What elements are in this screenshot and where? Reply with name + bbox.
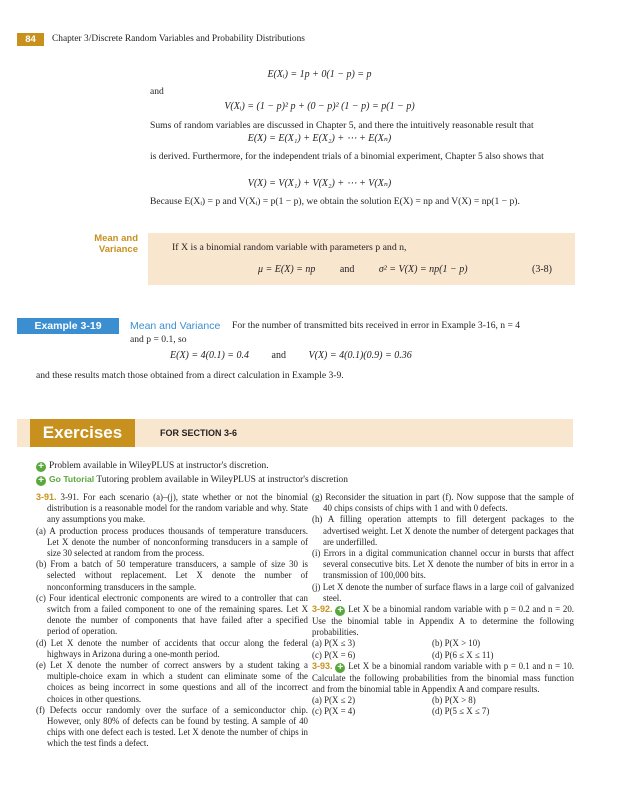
running-head: Chapter 3/Discrete Random Variables and Probability Distributions — [52, 34, 305, 44]
exercise-number: 3-91. — [36, 492, 57, 502]
exercise-part: (f) Defects occur randomly over the surface of a semiconductor chip. However, only 80% of defects can be found by testing. A sample of 40 chips with one defect each is tested. Let X denote the number of chips in which the test finds a defect. — [36, 704, 308, 749]
exercise-column-right — [312, 492, 574, 718]
exercise-3-91 — [36, 492, 308, 526]
page-number: 84 — [17, 33, 44, 46]
exercise-part: (c) P(X = 4) — [312, 706, 356, 717]
margin-label-variance: Variance — [98, 244, 138, 255]
exercise-number: 3-93. — [312, 660, 333, 671]
example-conclusion: and these results match those obtained from a direct calculation in Example 3-9. — [36, 370, 344, 381]
exercise-parts-row — [312, 638, 574, 649]
example-equation — [170, 350, 412, 361]
exercise-text: 3-91. For each scenario (a)–(j), state whether or not the binomial distribution is a reasonable model for the random variable and why. State any assumptions you make. — [47, 492, 308, 525]
exercise-text: Let X be a binomial random variable with p = 0.1 and n = 10. Calculate the following probabilities from the binomial mass function and from the binomial table in Appendix A and compare results. — [312, 660, 574, 695]
plus-icon: + — [36, 462, 46, 472]
exercise-text: Let X be a binomial random variable with p = 0.2 and n = 20. Use the binomial table in Appendix A to determine the following probabilities. — [312, 604, 574, 638]
exercise-column-left — [36, 492, 308, 750]
plus-icon: + — [335, 663, 345, 673]
exercise-part: (j) Let X denote the number of surface flaws in a large coil of galvanized steel. — [312, 581, 574, 603]
definition-equation — [258, 264, 468, 275]
sums-paragraph: Sums of random variables are discussed in Chapter 5, and there the intuitively reasonable result that — [150, 120, 534, 131]
equation-mu: μ = E(X) = np — [258, 264, 316, 275]
definition-box — [148, 233, 575, 285]
exercises-badge: Exercises — [30, 419, 135, 447]
go-tutorial-label: Go Tutorial — [49, 474, 95, 484]
exercise-part: (b) From a batch of 50 temperature transducers, a sample of size 30 is selected without replacement. Let X denote the number of nonconforming transducers in the sample. — [36, 559, 308, 592]
equation-and: and — [339, 264, 355, 275]
example-text-2: and p = 0.1, so — [130, 334, 187, 345]
exercises-section: FOR SECTION 3-6 — [160, 428, 238, 438]
exercise-part: (c) Four identical electronic components are wired to a controller that can switch from a failed component to one of the remaining spares. Let X denote the number of components that have failed after a specified period of operation. — [36, 592, 308, 637]
legend-tutorial-text: Tutoring problem available in WileyPLUS at instructor's discretion — [96, 475, 348, 485]
equation-mean-xi: E(Xᵢ) = 1p + 0(1 − p) = p — [267, 69, 372, 80]
equation-sigma: σ² = V(X) = np(1 − p) — [378, 264, 468, 275]
exercise-part: (c) P(X = 6) — [312, 649, 356, 660]
legend-tutorial — [36, 474, 348, 486]
equation-number: (3-8) — [532, 264, 552, 275]
exercise-part: (d) Let X denote the number of accidents that occur along the federal highways in Arizona during a one-month period. — [36, 637, 308, 659]
margin-label-mean: Mean and — [94, 233, 138, 244]
because-paragraph: Because E(Xᵢ) = p and V(Xᵢ) = p(1 − p), we obtain the solution E(X) = np and V(X) = np(1 − p). — [150, 196, 520, 207]
exercise-part: (d) P(6 ≤ X ≤ 11) — [432, 649, 494, 660]
exercise-part: (b) P(X > 10) — [432, 638, 481, 649]
exercise-part: (d) P(5 ≤ X ≤ 7) — [432, 706, 490, 717]
exercise-part: (a) P(X ≤ 2) — [312, 695, 356, 706]
example-text: For the number of transmitted bits received in error in Example 3-16, n = 4 — [232, 320, 521, 331]
example-title: Mean and Variance — [130, 320, 221, 332]
exercise-part: (a) A production process produces thousands of temperature transducers. Let X denote the number of nonconforming transducers in a sample of size 30 selected at random from the process. — [36, 525, 308, 559]
and-text: and — [150, 86, 164, 97]
example-eq-var: V(X) = 4(0.1)(0.9) = 0.36 — [308, 350, 412, 361]
example-tag: Example 3-19 — [17, 318, 119, 334]
exercise-parts-row — [312, 706, 574, 717]
exercise-part: (e) Let X denote the number of correct answers by a student taking a multiple-choice exam in which a student can eliminate some of the choices as being incorrect in some questions and all of the incorrect choices in other questions. — [36, 660, 308, 704]
derived-paragraph: is derived. Furthermore, for the independent trials of a binomial experiment, Chapter 5 also shows that — [150, 151, 544, 162]
equation-sum-mean: E(X) = E(X₁) + E(X₂) + ⋯ + E(Xₙ) — [247, 133, 392, 144]
equation-sum-var: V(X) = V(X₁) + V(X₂) + ⋯ + V(Xₙ) — [247, 178, 392, 189]
exercise-parts-row — [312, 650, 574, 661]
exercise-part: (g) Reconsider the situation in part (f). Now suppose that the sample of 40 chips consists of chips with 1 and with 0 defects. — [312, 492, 574, 514]
plus-icon: + — [335, 606, 345, 616]
example-eq-mean: E(X) = 4(0.1) = 0.4 — [170, 350, 250, 361]
definition-statement: If X is a binomial random variable with parameters p and n, — [172, 242, 407, 253]
exercise-part: (b) P(X > 8) — [432, 695, 476, 706]
exercise-parts-row — [312, 695, 574, 706]
exercise-part: (h) A filling operation attempts to fill detergent packages to the advertised weight. Let X denote the number of detergent packages that are underfilled. — [312, 514, 574, 547]
plus-icon: + — [36, 476, 46, 486]
legend-plus — [36, 461, 269, 472]
exercise-3-92 — [312, 604, 574, 638]
equation-var-xi: V(Xᵢ) = (1 − p)² p + (0 − p)² (1 − p) = p(1 − p) — [224, 101, 415, 112]
exercise-number: 3-92. — [312, 604, 333, 615]
exercise-part: (i) Errors in a digital communication channel occur in bursts that affect several consecutive bits. Let X denote the number of bits in error in a transmission of 100,000 bits. — [312, 548, 574, 581]
example-eq-and: and — [271, 350, 286, 361]
exercise-3-93 — [312, 661, 574, 695]
legend-plus-text: Problem available in WileyPLUS at instructor's discretion. — [49, 461, 269, 471]
exercise-part: (a) P(X ≤ 3) — [312, 638, 356, 649]
